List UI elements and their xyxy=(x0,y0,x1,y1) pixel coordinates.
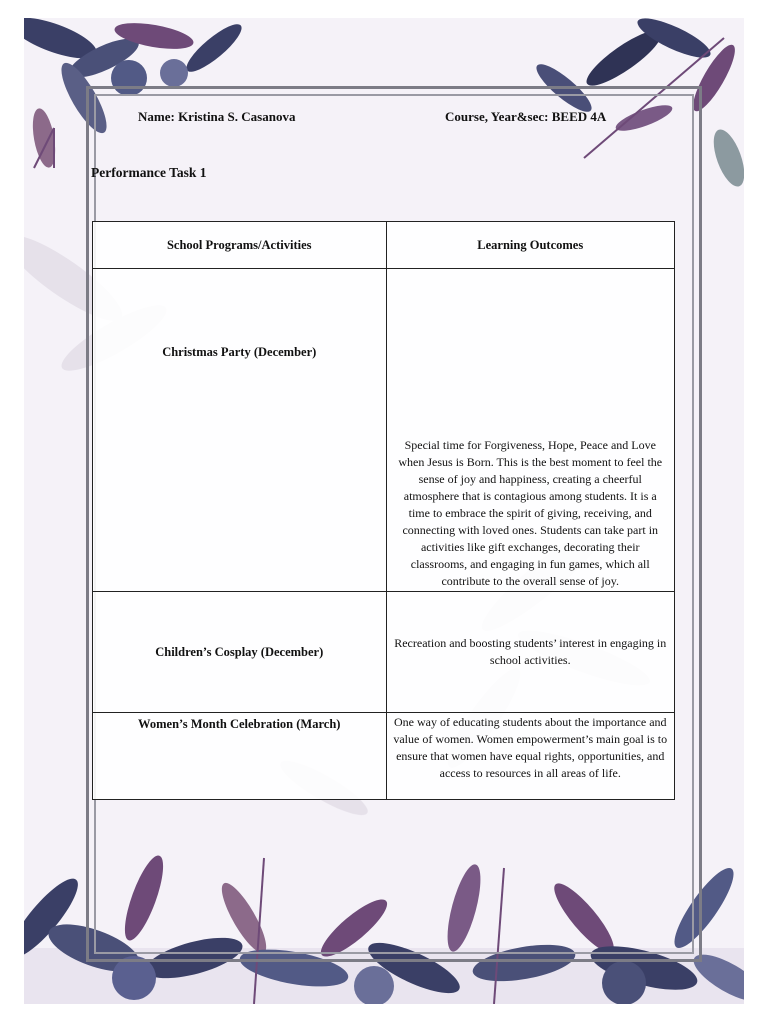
outcome-cell: One way of educating students about the importance and value of women. Women empowerment’s main goal is to ensure that women have equal rights, opportunities, and access to resources in all areas of life. xyxy=(386,713,675,800)
program-cell: Women’s Month Celebration (March) xyxy=(93,713,387,800)
table-row xyxy=(93,713,675,800)
document-page xyxy=(24,18,744,1004)
table-header-row xyxy=(93,222,675,269)
activities-table xyxy=(92,221,675,800)
outcome-cell: Recreation and boosting students’ interest in engaging in school activities. xyxy=(386,592,675,713)
program-cell: Christmas Party (December) xyxy=(93,269,387,592)
program-cell: Children’s Cosplay (December) xyxy=(93,592,387,713)
table-row xyxy=(93,592,675,713)
course-year-section: Course, Year&sec: BEED 4A xyxy=(445,109,607,124)
column-header-outcomes: Learning Outcomes xyxy=(386,222,675,269)
page-title: Performance Task 1 xyxy=(91,165,207,180)
table-row xyxy=(93,269,675,592)
outcome-cell: Special time for Forgiveness, Hope, Peace and Love when Jesus is Born. This is the best moment to feel the sense of joy and happiness, creating a cheerful atmosphere that is contagious among students. It is a time to embrace the spirit of giving, receiving, and connecting with loved ones. Students can take part in activities like gift exchanges, decorating their classrooms, and engaging in fun games, which all contribute to the overall sense of joy. xyxy=(386,269,675,592)
column-header-programs: School Programs/Activities xyxy=(93,222,387,269)
student-name: Name: Kristina S. Casanova xyxy=(138,109,296,124)
